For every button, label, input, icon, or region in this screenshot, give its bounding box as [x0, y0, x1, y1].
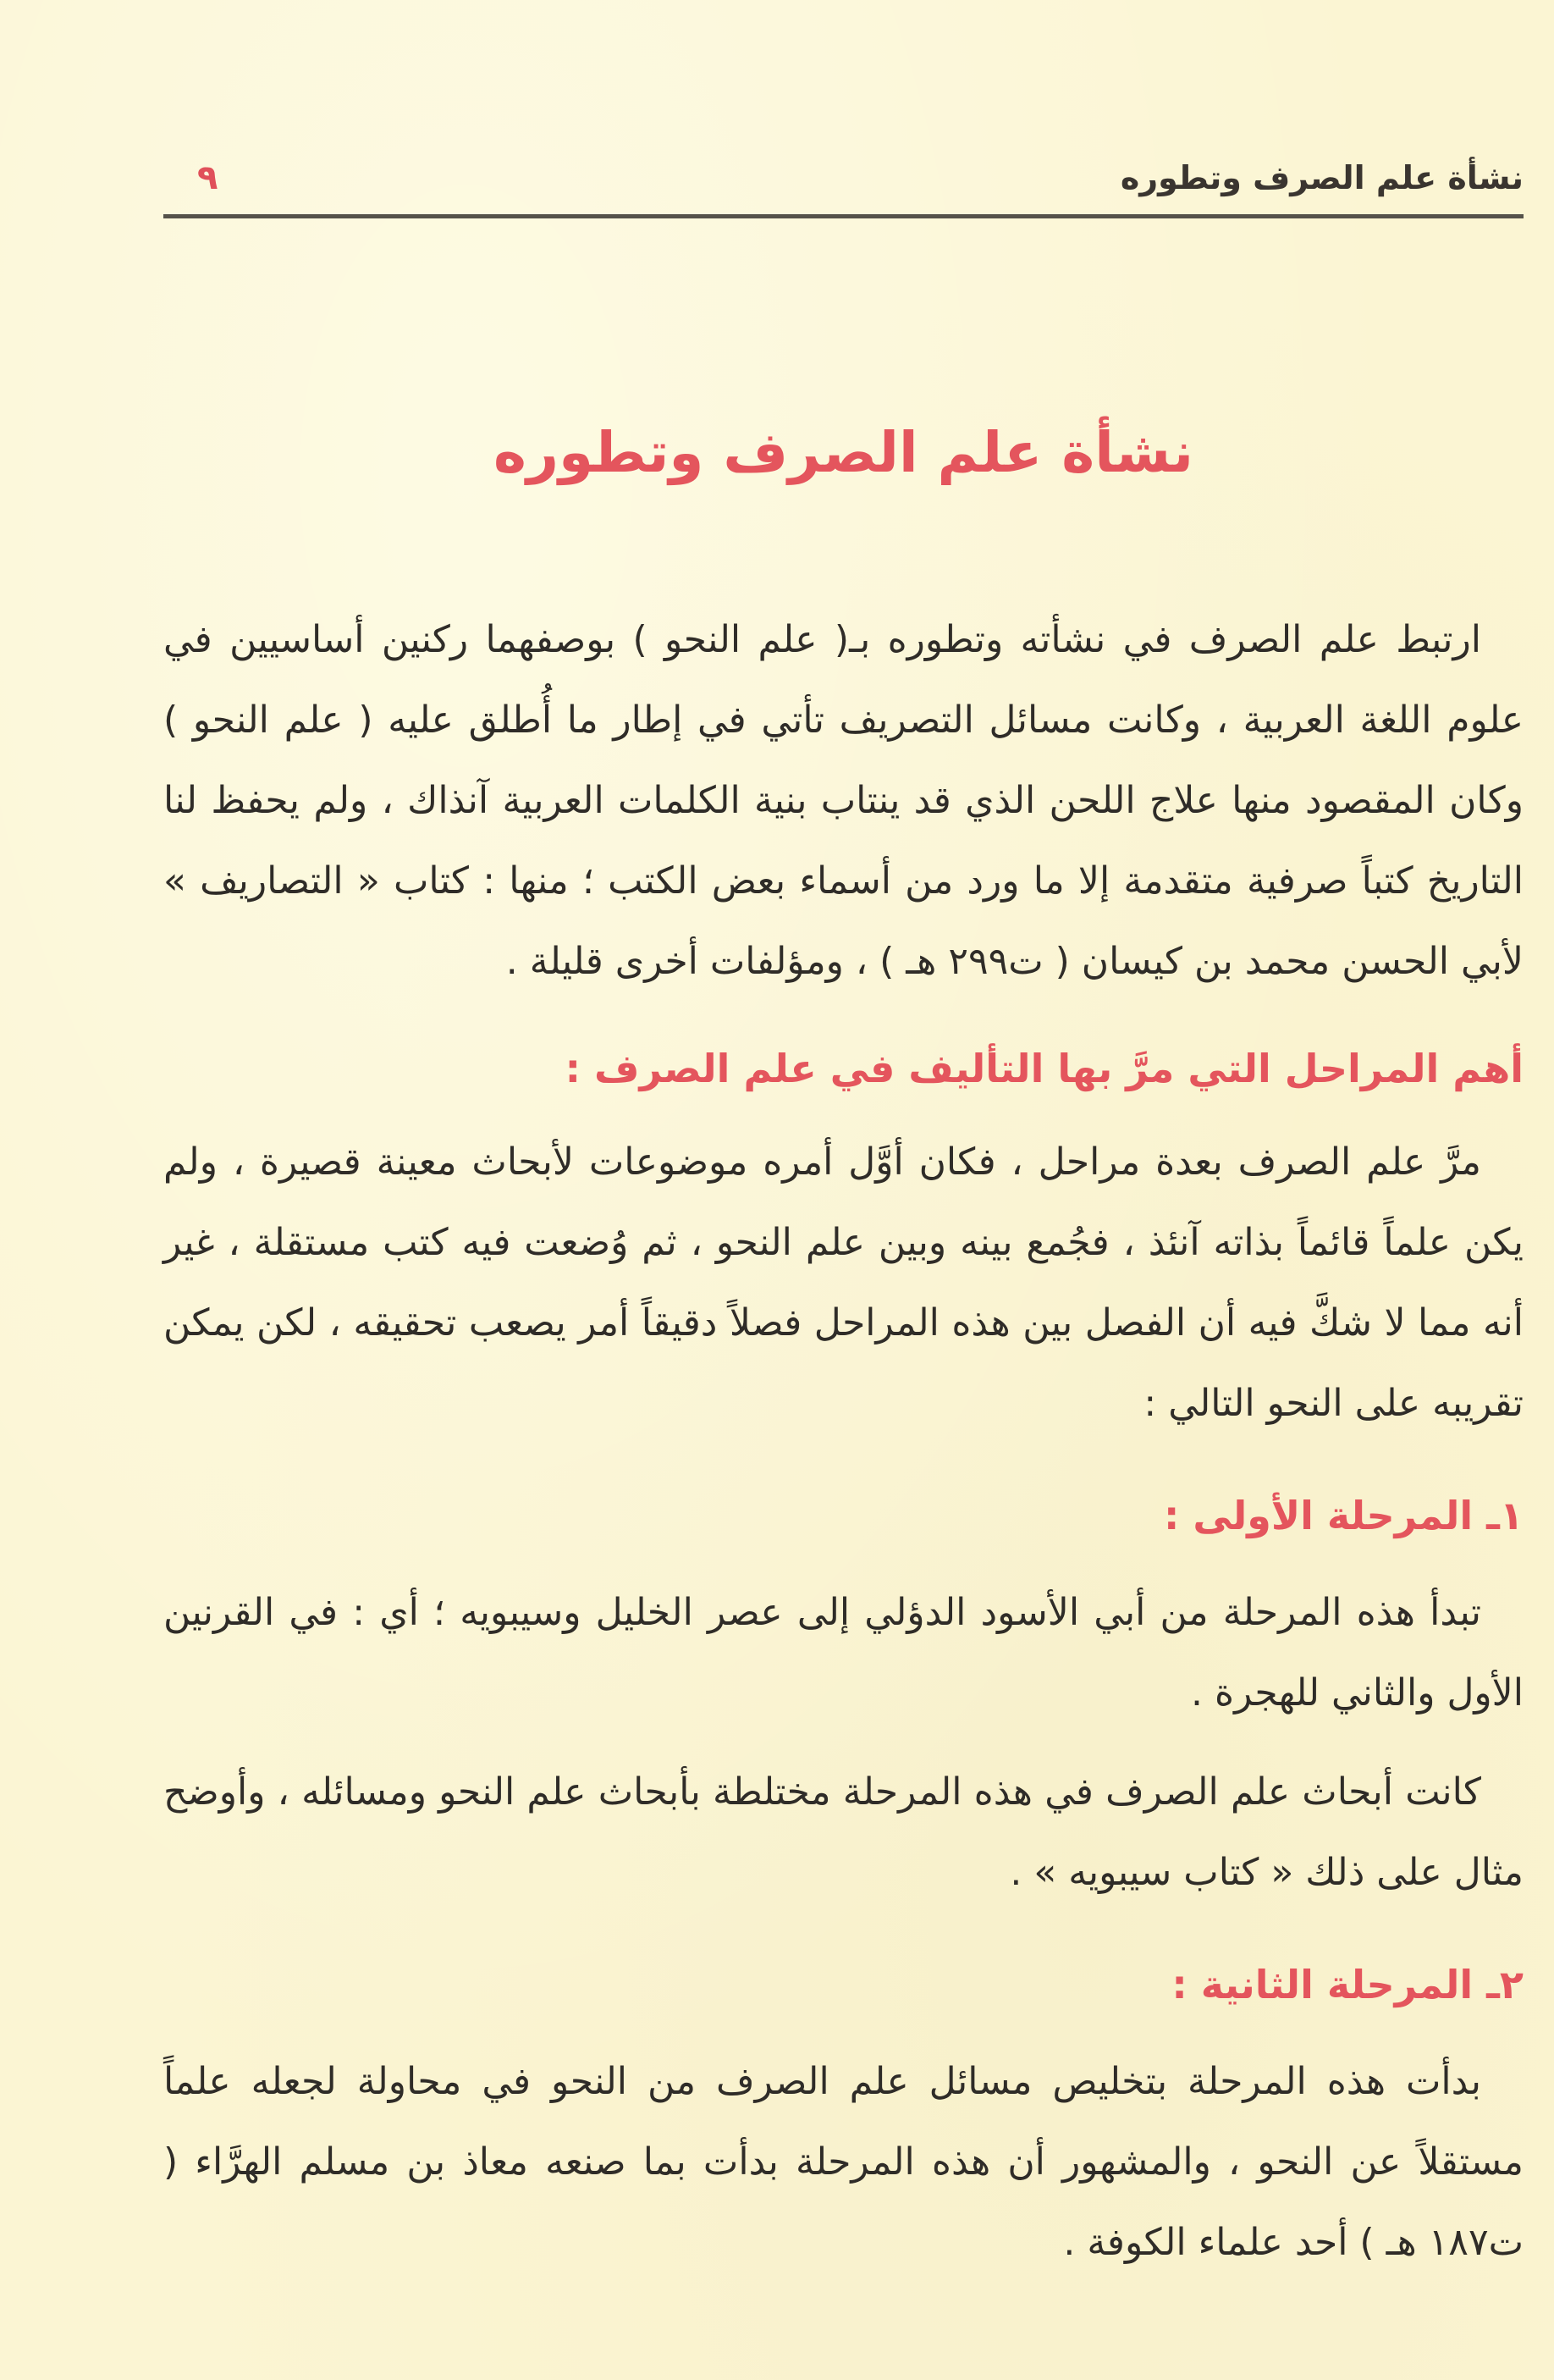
- stage-1-paragraph: تبدأ هذه المرحلة من أبي الأسود الدؤلي إلى عصر الخليل وسيبويه ؛ أي : في القرنين الأول والثاني للهجرة .: [163, 1591, 1524, 1715]
- stage-2-heading: ٢ـ المرحلة الثانية :: [1171, 1962, 1524, 2007]
- page-content: [163, 406, 1524, 2283]
- running-title: نشأة علم الصرف وتطوره: [1120, 159, 1524, 196]
- stage-1-heading: ١ـ المرحلة الأولى :: [1164, 1493, 1524, 1538]
- stage-1-paragraph: كانت أبحاث علم الصرف في هذه المرحلة مختلطة بأبحاث علم النحو ومسائله ، وأوضح مثال على ذلك « كتاب سيبويه » .: [163, 1770, 1524, 1894]
- chapter-title: نشأة علم الصرف وتطوره: [493, 420, 1193, 485]
- stages-paragraph: مرَّ علم الصرف بعدة مراحل ، فكان أوَّل أمره موضوعات لأبحاث معينة قصيرة ، ولم يكن علماً قائماً بذاته آنئذ ، فجُمع بينه وبين علم النحو ، ثم وُضعت فيه كتب مستقلة ، غير أنه مما لا شكَّ فيه أن الفصل بين هذه المراحل فصلاً دقيقاً أمر يصعب تحقيقه ، لكن يمكن تقريبه على النحو التالي :: [163, 1140, 1524, 1425]
- stage-2-paragraph: بدأت هذه المرحلة بتخليص مسائل علم الصرف من النحو في محاولة لجعله علماً مستقلاً عن النحو ، والمشهور أن هذه المرحلة بدأت بما صنعه معاذ بن مسلم الهرَّاء ( ت١٨٧ هـ ) أحد علماء الكوفة .: [163, 2060, 1524, 2264]
- intro-paragraph: ارتبط علم الصرف في نشأته وتطوره بـ( علم النحو ) بوصفهما ركنين أساسيين في علوم اللغة العربية ، وكانت مسائل التصريف تأتي في إطار ما أُطلق عليه ( علم النحو ) وكان المقصود منها علاج اللحن الذي قد ينتاب بنية الكلمات العربية آنذاك ، ولم يحفظ لنا التاريخ كتباً صرفية متقدمة إلا ما ورد من أسماء بعض الكتب ؛ منها : كتاب « التصاريف » لأبي الحسن محمد بن كيسان ( ت٢٩٩ هـ ) ، ومؤلفات أخرى قليلة .: [163, 618, 1524, 983]
- page-number: ٩: [197, 158, 218, 197]
- running-header: [163, 152, 1524, 203]
- stages-section-heading: أهم المراحل التي مرَّ بها التأليف في علم الصرف :: [565, 1046, 1524, 1091]
- header-rule: [163, 214, 1524, 218]
